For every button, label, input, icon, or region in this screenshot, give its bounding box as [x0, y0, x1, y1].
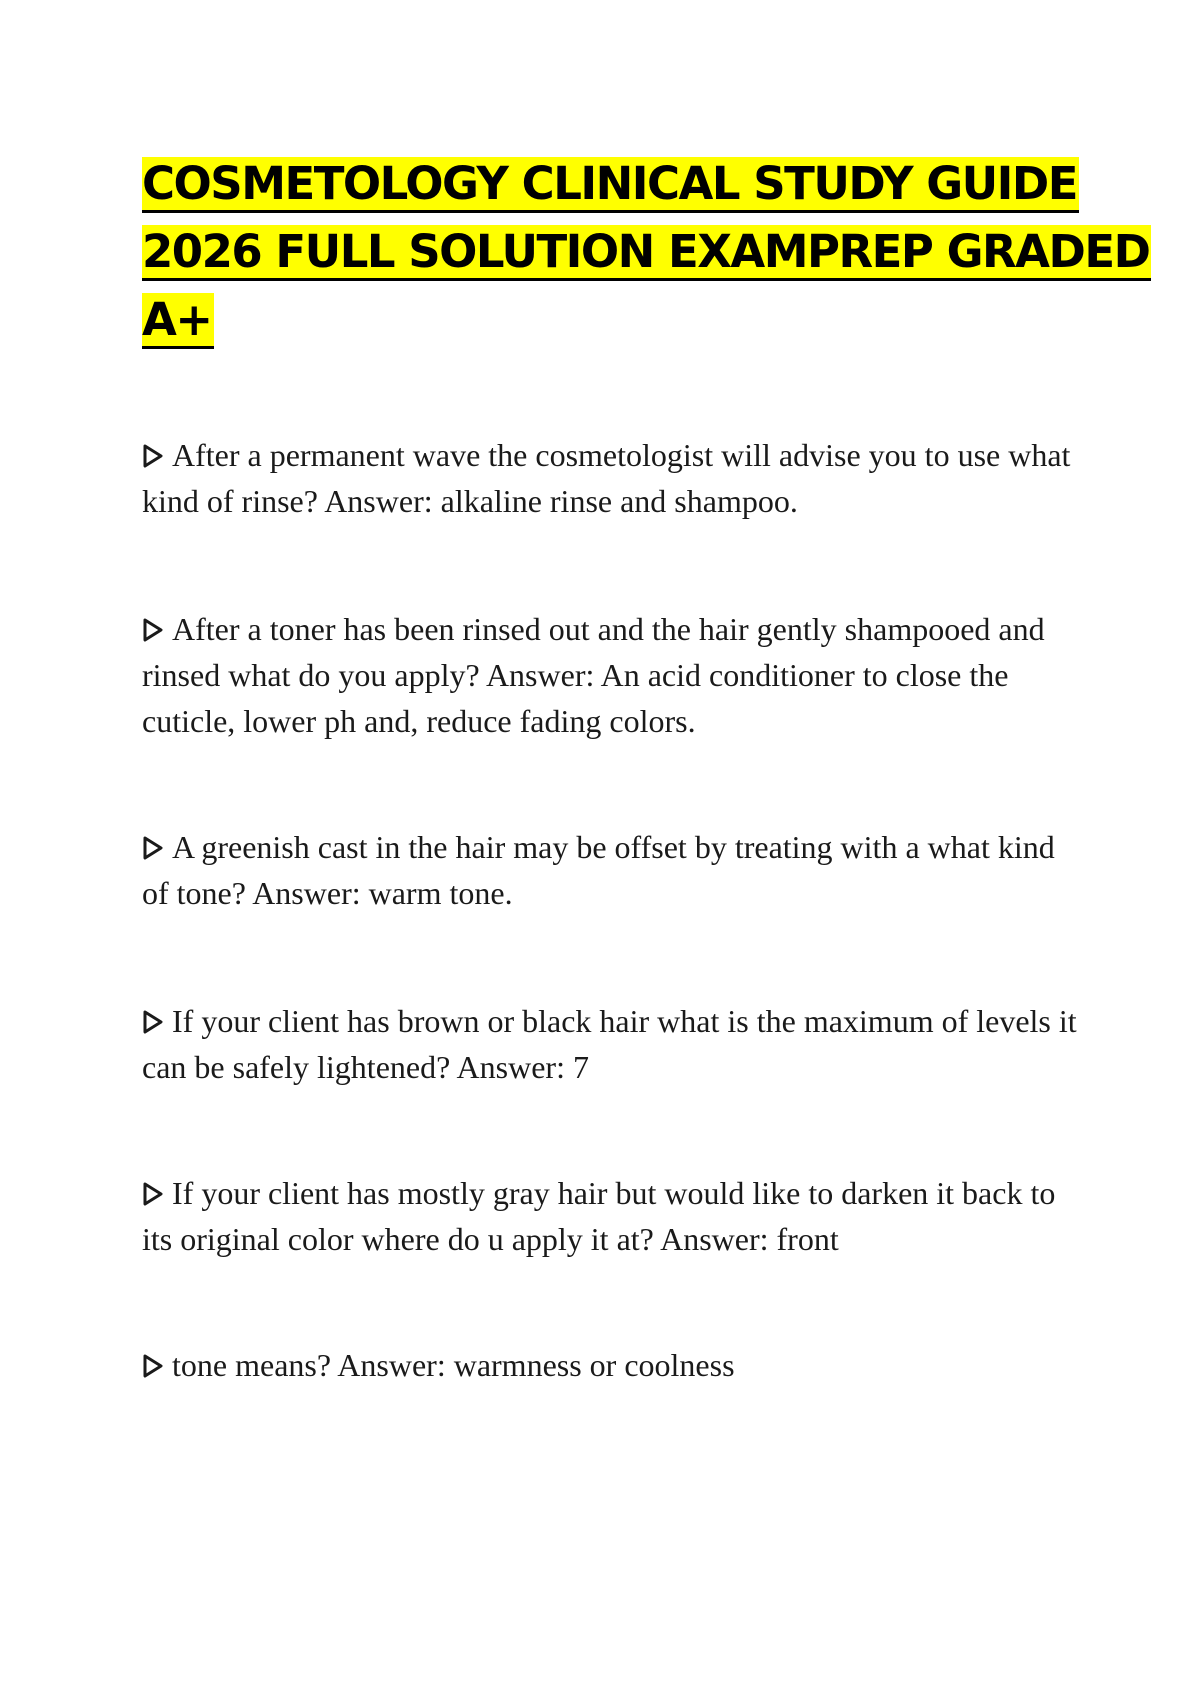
title-line-text: COSMETOLOGY CLINICAL STUDY GUIDE — [142, 157, 1079, 213]
qa-item — [142, 1342, 1082, 1388]
qa-item — [142, 824, 1082, 916]
triangle-right-outline-icon — [142, 1181, 164, 1207]
title-line — [142, 286, 1082, 354]
qa-item-text: If your client has brown or black hair what is the maximum of levels it can be safely lightened? Answer: 7 — [142, 1003, 1077, 1085]
qa-item — [142, 606, 1082, 744]
triangle-right-outline-icon — [142, 617, 164, 643]
triangle-right-outline-icon — [142, 1009, 164, 1035]
qa-item — [142, 1170, 1082, 1262]
qa-item-text: After a permanent wave the cosmetologist will advise you to use what kind of rinse? Answer: alkaline rinse and shampoo. — [142, 437, 1071, 519]
qa-item — [142, 432, 1082, 524]
qa-item-text: tone means? Answer: warmness or coolness — [172, 1347, 735, 1383]
triangle-right-outline-icon — [142, 443, 164, 469]
triangle-right-outline-icon — [142, 835, 164, 861]
qa-item-text: If your client has mostly gray hair but would like to darken it back to its original color where do u apply it at? Answer: front — [142, 1175, 1056, 1257]
title-line-text: A+ — [142, 293, 214, 349]
title-line — [142, 218, 1150, 286]
triangle-right-outline-icon — [142, 1353, 164, 1379]
qa-item-text: A greenish cast in the hair may be offset by treating with a what kind of tone? Answer: warm tone. — [142, 829, 1055, 911]
title-line — [142, 150, 1082, 218]
qa-item-text: After a toner has been rinsed out and the hair gently shampooed and rinsed what do you apply? Answer: An acid conditioner to close the cuticle, lower ph and, reduce fading colors. — [142, 611, 1045, 739]
qa-item — [142, 998, 1082, 1090]
document-title — [142, 150, 1150, 354]
title-line-text: 2026 FULL SOLUTION EXAMPREP GRADED — [142, 225, 1151, 281]
